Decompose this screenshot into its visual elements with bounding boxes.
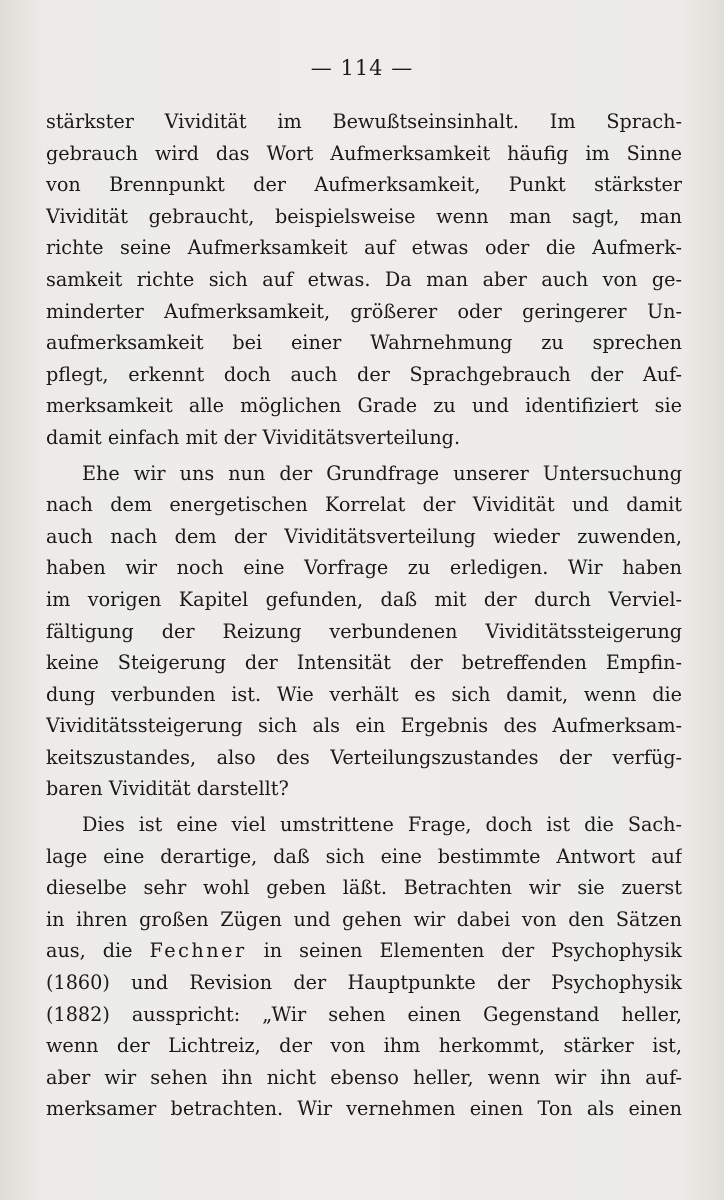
text-line: Ehe wir uns nun der Grundfrage unserer Untersuchung <box>82 461 682 485</box>
text-line: Vividität gebraucht, beispielsweise wenn man sagt, man <box>46 204 682 228</box>
text-line: fältigung der Reizung verbundenen Vividitätssteigerung <box>46 619 682 643</box>
text-line: keine Steigerung der Intensität der betreffenden Empfin- <box>46 651 682 675</box>
text-line <box>46 935 682 967</box>
text-line: pflegt, erkennt doch auch der Sprachgebrauch der Auf- <box>46 362 682 386</box>
text-line: auch nach dem der Vividitätsverteilung wieder zuwenden, <box>46 524 682 548</box>
paragraph-3 <box>46 809 682 1125</box>
paragraph-1 <box>46 106 682 454</box>
body-text <box>46 106 682 1125</box>
text-line: (1860) und Revision der Hauptpunkte der Psychophysik <box>46 971 682 995</box>
text-line: aber wir sehen ihn nicht ebenso heller, wenn wir ihn auf- <box>46 1065 682 1089</box>
text-line: gebrauch wird das Wort Aufmerksamkeit häufig im Sinne <box>46 141 682 165</box>
page-number: — 114 — <box>310 56 414 80</box>
text-line: merksamkeit alle möglichen Grade zu und identifiziert sie <box>46 394 682 418</box>
text-line: samkeit richte sich auf etwas. Da man aber auch von ge- <box>46 267 682 291</box>
text-line: haben wir noch eine Vorfrage zu erledigen. Wir haben <box>46 556 682 580</box>
text-line: wenn der Lichtreiz, der von ihm herkommt, stärker ist, <box>46 1034 682 1058</box>
text-line: (1882) ausspricht: „Wir sehen einen Gegenstand heller, <box>46 1002 682 1026</box>
text-line: keitszustandes, also des Verteilungszustandes der verfüg- <box>46 745 682 769</box>
text-fragment: in seinen Elementen der Psychophysik <box>246 939 682 963</box>
text-line: dung verbunden ist. Wie verhält es sich damit, wenn die <box>46 682 682 706</box>
text-fragment: aus, die <box>46 939 150 963</box>
text-line: von Brennpunkt der Aufmerksamkeit, Punkt stärkster <box>46 173 682 197</box>
text-line: damit einfach mit der Vividitätsverteilung. <box>46 425 461 449</box>
text-line: aufmerksamkeit bei einer Wahrnehmung zu sprechen <box>46 331 682 355</box>
text-line: merksamer betrachten. Wir vernehmen einen Ton als einen <box>46 1097 682 1121</box>
text-line: dieselbe sehr wohl geben läßt. Betrachten wir sie zuerst <box>46 876 682 900</box>
text-line: richte seine Aufmerksamkeit auf etwas oder die Aufmerk- <box>46 236 682 260</box>
author-name: Fechner <box>149 939 247 963</box>
text-line: Vividitätssteigerung sich als ein Ergebnis des Aufmerksam- <box>46 714 682 738</box>
text-line: in ihren großen Zügen und gehen wir dabei von den Sätzen <box>46 907 682 931</box>
paragraph-2 <box>46 458 682 806</box>
text-line: im vorigen Kapitel gefunden, daß mit der durch Verviel- <box>46 587 682 611</box>
text-line: minderter Aufmerksamkeit, größerer oder geringerer Un- <box>46 299 682 323</box>
text-line: stärkster Vividität im Bewußtseinsinhalt. Im Sprach- <box>46 110 682 133</box>
text-line: Dies ist eine viel umstrittene Frage, doch ist die Sach- <box>82 813 682 837</box>
text-line: lage eine derartige, daß sich eine bestimmte Antwort auf <box>46 844 682 868</box>
text-line: baren Vividität darstellt? <box>46 777 289 801</box>
text-line: nach dem energetischen Korrelat der Vividität und damit <box>46 493 682 517</box>
